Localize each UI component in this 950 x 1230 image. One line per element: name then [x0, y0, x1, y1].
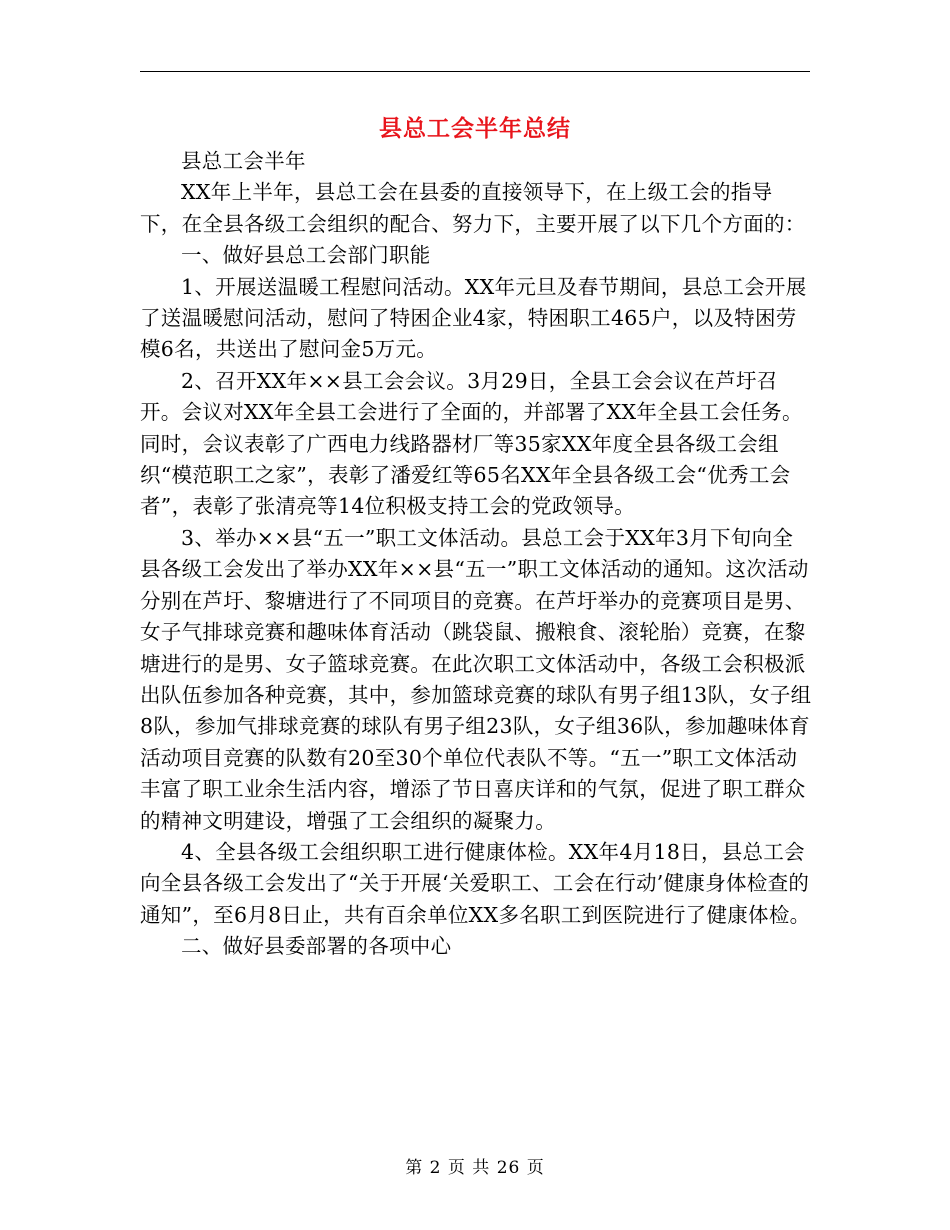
- paragraph-subtitle: 县总工会半年: [181, 149, 306, 173]
- section-heading-2: 二、做好县委部署的各项中心: [181, 934, 452, 959]
- paragraph-item-1: 1、开展送温暖工程慰问活动。XX年元旦及春节期间，县总工会开展了送温暖慰问活动，慰问了特困企业4家，特困职工465户，以及特困劳模6名，共送出了慰问金5万元。: [140, 274, 807, 362]
- paragraph-item-3: 3、举办××县“五一”职工文体活动。县总工会于XX年3月下旬向全县各级工会发出了举办XX年××县“五一”职工文体活动的通知。这次活动分别在芦圩、黎塘进行了不同项目的竞赛。在芦圩举办的竞赛项目是男、女子气排球竞赛和趣味体育活动（跳袋鼠、搬粮食、滚轮胎）竞赛，在黎塘进行的是男、女子篮球竞赛。在此次职工文体活动中，各级工会积极派出队伍参加各种竞赛，其中，参加篮球竞赛的球队有男子组13队，女子组8队，参加气排球竞赛的球队有男子组23队，女子组36队，参加趣味体育活动项目竞赛的队数有20至30个单位代表队不等。“五一”职工文体活动丰富了职工业余生活内容，增添了节日喜庆详和的气氛，促进了职工群众的精神文明建设，增强了工会组织的凝聚力。: [140, 525, 812, 833]
- page-number: 第 2 页 共 26 页: [405, 1158, 545, 1178]
- section-heading-1: 一、做好县总工会部门职能: [181, 243, 431, 268]
- header-rule: [140, 71, 810, 72]
- document-title: 县总工会半年总结: [379, 115, 571, 142]
- document-body: [140, 146, 812, 963]
- paragraph-item-4: 4、全县各级工会组织职工进行健康体检。XX年4月18日，县总工会向全县各级工会发出了“关于开展‘关爱职工、工会在行动’健康身体检查的通知”，至6月8日止，共有百余单位XX多名职工到医院进行了健康体检。: [140, 839, 811, 927]
- paragraph-intro: XX年上半年，县总工会在县委的直接领导下，在上级工会的指导下，在全县各级工会组织的配合、努力下，主要开展了以下几个方面的：: [140, 180, 806, 236]
- paragraph-item-2: 2、召开XX年××县工会会议。3月29日，全县工会会议在芦圩召开。会议对XX年全县工会进行了全面的，并部署了XX年全县工会任务。同时，会议表彰了广西电力线路器材厂等35家XX年度全县各级工会组织“模范职工之家”，表彰了潘爱红等65名XX年全县各级工会“优秀工会者”，表彰了张清亮等14位积极支持工会的党政领导。: [140, 368, 803, 519]
